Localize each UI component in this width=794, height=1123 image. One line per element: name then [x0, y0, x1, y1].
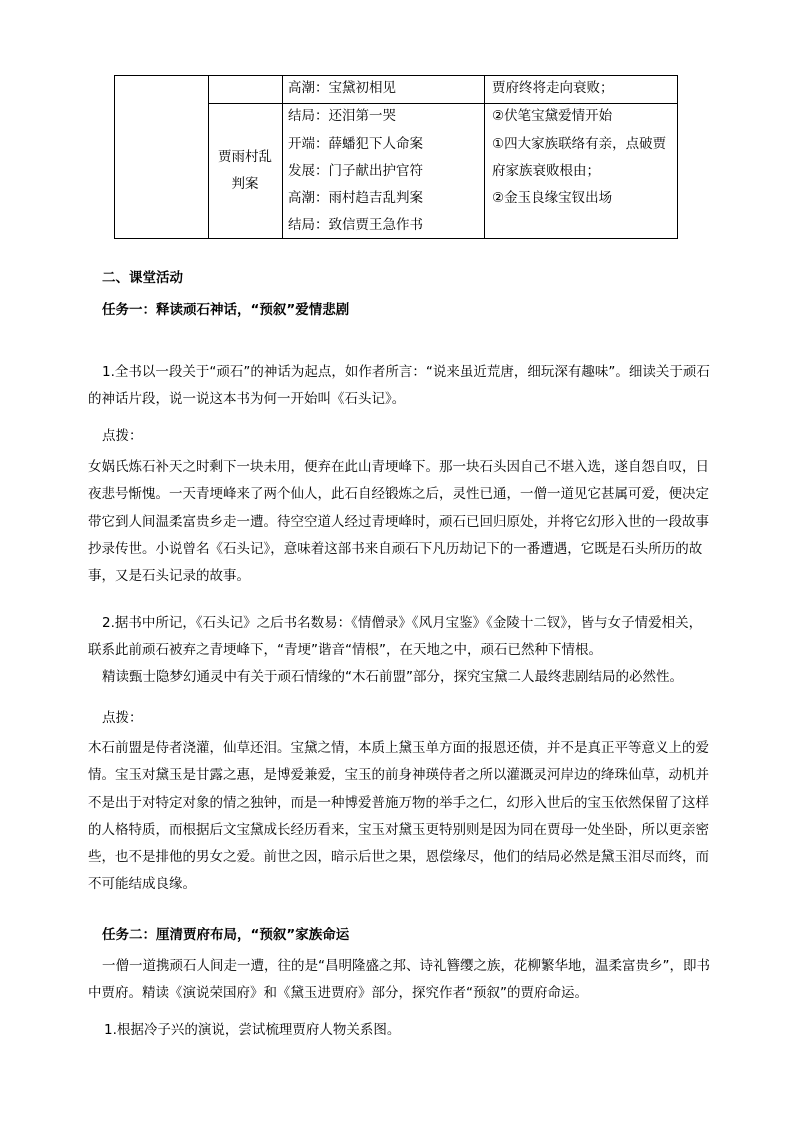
table-cell-case [208, 103, 282, 239]
table-cell-plot: 发展：门子献出护官符 [288, 163, 423, 179]
task2-question-1: 1.根据冷子兴的演说，尝试梳理贾府人物关系图。 [104, 1022, 401, 1038]
table-border-right [677, 75, 678, 239]
table-col-divider-3 [484, 75, 485, 239]
task1-question-2-task: 精读甄士隐梦幻通灵中有关于顽石情缘的“木石前盟”部分，探究宝黛二人最终悲剧结局的必然性。 [102, 669, 683, 685]
table-border-left [114, 75, 115, 239]
case-label-line: 判案 [231, 176, 259, 192]
table-cell-meaning: 贾府终将走向衰败； [492, 80, 614, 96]
task1-title: 任务一：释读顽石神话，“预叙”爱情悲剧 [102, 302, 350, 318]
hint-label: 点拨： [102, 710, 143, 726]
table-cell-plot: 开端：薛蟠犯下人命案 [288, 136, 423, 152]
task2-intro: 一僧一道携顽石人间走一遭，往的是“昌明隆盛之邦、诗礼簪缨之族，花柳繁华地，温柔富贵乡”，即书中贾府。精读《演说荣国府》和《黛玉进贾府》部分，探究作者“预叙”的贾府命运。 [88, 958, 710, 1002]
table-cell-plot: 高潮：宝黛初相见 [288, 80, 396, 96]
table-cell-meaning: 府家族衰败根由； [492, 163, 600, 179]
table-cell-plot: 结局：致信贾王急作书 [288, 217, 423, 233]
plot-table [114, 75, 678, 239]
hint-label: 点拨： [102, 428, 143, 444]
task1-hint-2: 木石前盟是侍者浇灌，仙草还泪。宝黛之情，本质上黛玉单方面的报恩还债，并不是真正平等意义上的爱情。宝玉对黛玉是甘露之惠，是博爱兼爱，宝玉的前身神瑛侍者之所以灌溉灵河岸边的绛珠仙草，动机并不是出于对特定对象的情之独钟，而是一种博爱普施万物的举手之仁，幻形入世后的宝玉依然保留了这样的人格特质，而根据后文宝黛成长经历看来，宝玉对黛玉更特别则是因为同在贾母一处坐卧，所以更亲密些，也不是排他的男女之爱。前世之因，暗示后世之果，恩偿缘尽，他们的结局必然是黛玉泪尽而终，而不可能结成良缘。 [88, 740, 709, 893]
table-cell-meaning: ②伏笔宝黛爱情开始 [492, 108, 613, 124]
table-cell-plot: 高潮：雨村趋吉乱判案 [288, 190, 423, 206]
table-cell-meaning: ①四大家族联络有亲，点破贾 [492, 136, 667, 152]
table-col-divider-2 [282, 75, 283, 239]
section-heading: 二、课堂活动 [102, 270, 183, 286]
task1-question-2: 2.据书中所记，《石头记》之后书名数易：《情僧录》《风月宝鉴》《金陵十二钗》，皆与女子情爱相关，联系此前顽石被弃之青埂峰下，“青埂”谐音“情根”，在天地之中，顽石已然种下情根。 [88, 615, 703, 659]
task1-hint-1: 女娲氏炼石补天之时剩下一块未用，便弃在此山青埂峰下。那一块石头因自己不堪入选，遂自怨自叹，日夜悲号惭愧。一天青埂峰来了两个仙人，此石自经锻炼之后，灵性已通，一僧一道见它甚属可爱，便决定带它到人间温柔富贵乡走一遭。待空空道人经过青埂峰时，顽石已回归原处，并将它幻形入世的一段故事抄录传世。小说曾名《石头记》，意味着这部书来自顽石下凡历劫记下的一番遭遇，它既是石头所历的故事，又是石头记录的故事。 [88, 459, 709, 585]
table-cell-meaning: ②金玉良缘宝钗出场 [492, 190, 613, 206]
case-label-line: 贾雨村乱 [218, 149, 272, 165]
task2-title: 任务二：厘清贾府布局，“预叙”家族命运 [102, 927, 350, 943]
task1-question-1: 1.全书以一段关于“顽石”的神话为起点，如作者所言：“说来虽近荒唐，细玩深有趣味”。细读关于顽石的神话片段，说一说这本书为何一开始叫《石头记》。 [88, 364, 710, 408]
table-cell-plot: 结局：还泪第一哭 [288, 108, 396, 124]
